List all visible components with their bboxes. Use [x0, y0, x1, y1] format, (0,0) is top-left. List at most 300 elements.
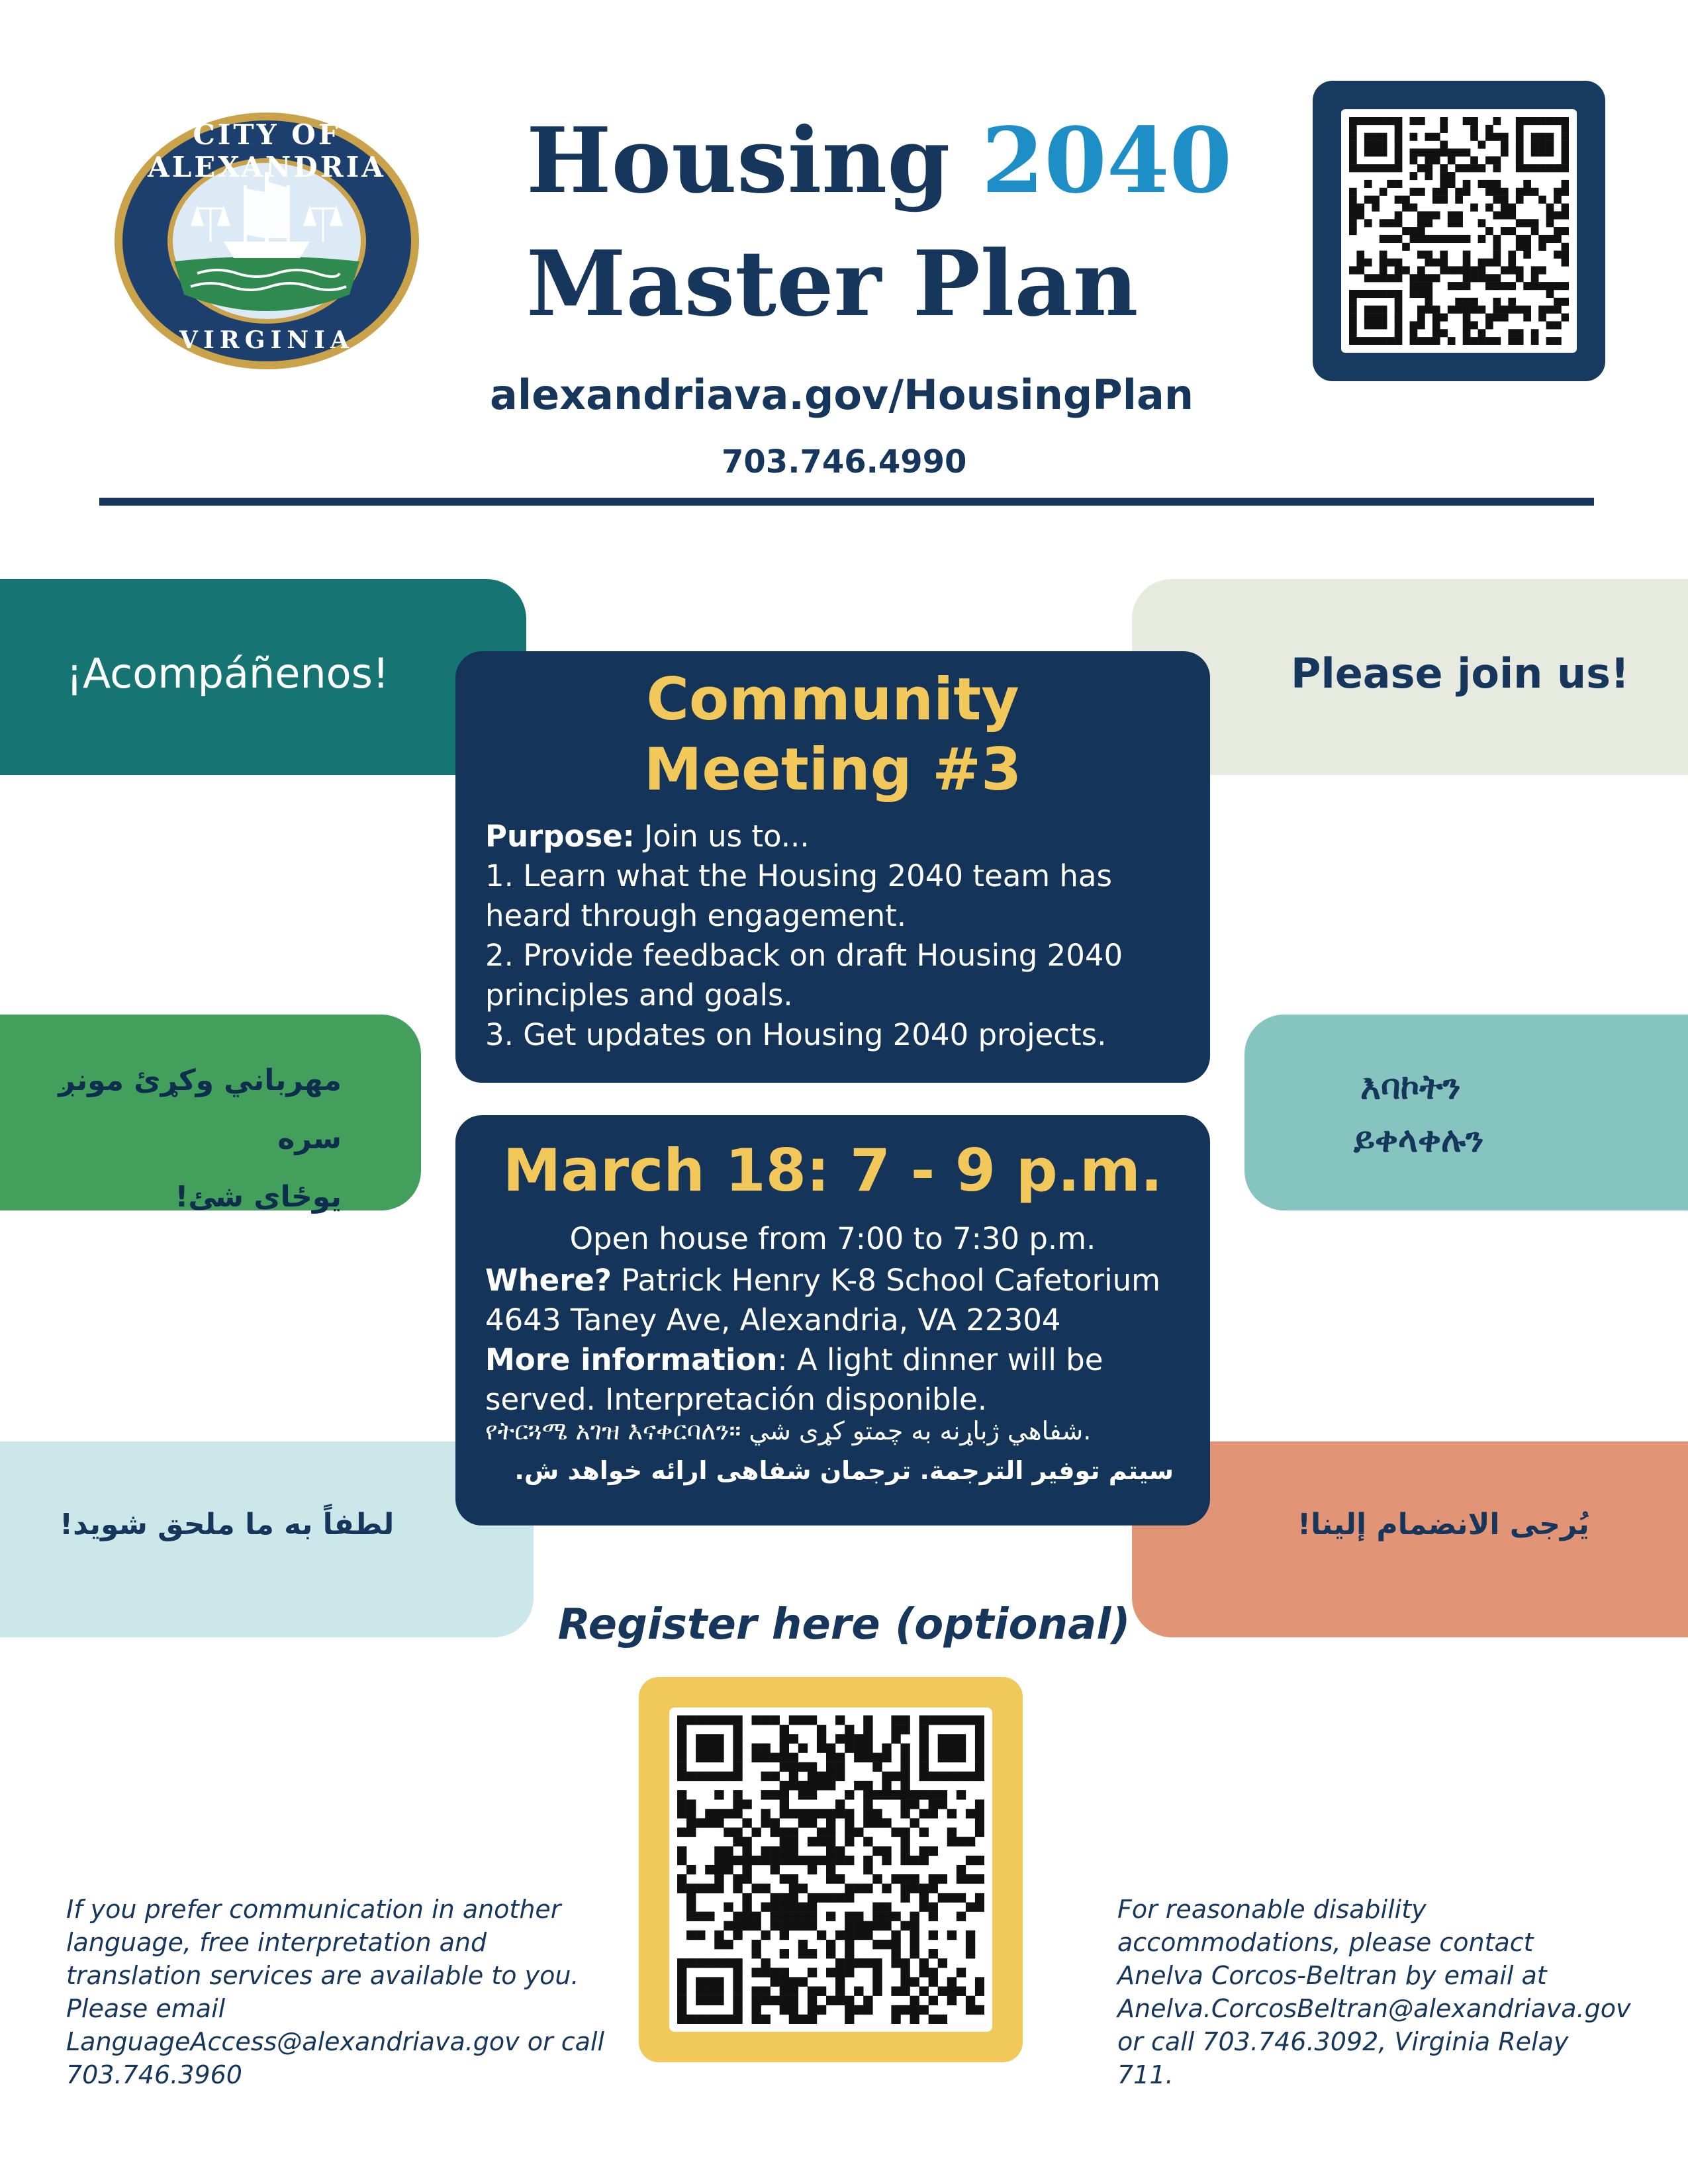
qr-module	[1554, 196, 1562, 204]
qr-module	[724, 1772, 733, 1781]
qr-module	[1440, 329, 1448, 337]
qr-module	[835, 1893, 845, 1902]
qr-module	[872, 1762, 882, 1772]
qr-module	[919, 1884, 929, 1893]
qr-module	[854, 1931, 863, 1940]
qr-module	[947, 1931, 957, 1940]
qr-module	[1395, 164, 1403, 172]
qr-module	[1546, 290, 1554, 298]
qr-module	[1562, 298, 1569, 306]
qr-module	[1425, 290, 1432, 298]
qr-code-frame	[1313, 81, 1605, 381]
qr-module	[1417, 274, 1425, 282]
qr-module	[910, 1818, 919, 1827]
qr-module	[957, 1912, 966, 1921]
qr-module	[1349, 211, 1357, 219]
qr-module	[696, 1884, 705, 1893]
qr-module	[882, 1921, 891, 1931]
qr-module	[1516, 148, 1524, 156]
qr-module	[1538, 282, 1546, 290]
qr-module	[891, 2005, 900, 2015]
website-link[interactable]: alexandriava.gov/HousingPlan	[490, 371, 1194, 419]
qr-module	[1356, 266, 1364, 274]
qr-module	[929, 1931, 938, 1940]
qr-module	[891, 1827, 900, 1837]
qr-module	[882, 1781, 891, 1790]
qr-module	[1485, 133, 1493, 141]
qr-module	[1364, 133, 1372, 141]
qr-module	[863, 1725, 872, 1734]
qr-module	[1538, 164, 1546, 172]
where-value: Patrick Henry K-8 School Cafetorium	[612, 1263, 1160, 1298]
qr-module	[733, 1856, 742, 1865]
qr-module	[1425, 306, 1432, 314]
qr-module	[975, 1827, 984, 1837]
qr-module	[919, 1809, 929, 1818]
qr-module	[742, 1921, 751, 1931]
qr-module	[686, 1958, 696, 1968]
qr-module	[1432, 156, 1440, 164]
qr-module	[826, 1893, 835, 1902]
qr-module	[910, 1856, 919, 1865]
qr-module	[882, 1912, 891, 1921]
qr-module	[1531, 164, 1539, 172]
qr-module	[975, 1752, 984, 1762]
qr-module	[1531, 274, 1539, 282]
qr-module	[1470, 321, 1478, 329]
qr-module	[919, 2005, 929, 2015]
qr-module	[808, 1762, 817, 1772]
qr-module	[789, 1893, 798, 1902]
qr-module	[1493, 188, 1501, 196]
qr-module	[1546, 203, 1554, 211]
qr-module	[780, 1912, 789, 1921]
qr-module	[1501, 227, 1509, 235]
qr-module	[1410, 282, 1418, 290]
qr-module	[733, 1725, 742, 1734]
qr-module	[947, 1734, 957, 1743]
qr-module	[761, 1715, 771, 1725]
qr-module	[1425, 337, 1432, 345]
qr-module	[798, 1818, 808, 1827]
qr-module	[826, 1752, 835, 1762]
qr-module	[751, 1996, 761, 2005]
qr-module	[696, 1958, 705, 1968]
qr-module	[1349, 219, 1357, 227]
qr-module	[714, 1884, 724, 1893]
qr-module	[1440, 196, 1448, 204]
qr-module	[686, 1799, 696, 1809]
qr-module	[817, 1893, 826, 1902]
qr-module	[1562, 141, 1569, 149]
qr-module	[780, 1781, 789, 1790]
qr-module	[780, 1799, 789, 1809]
qr-module	[808, 1893, 817, 1902]
qr-module	[761, 1856, 771, 1865]
qr-module	[826, 1912, 835, 1921]
qr-module	[761, 1931, 771, 1940]
qr-module	[938, 1893, 947, 1902]
qr-module	[808, 1949, 817, 1958]
qr-module	[705, 1996, 714, 2005]
qr-module	[1501, 306, 1509, 314]
qr-module	[854, 1743, 863, 1752]
qr-module	[808, 1715, 817, 1725]
qr-module	[771, 1818, 780, 1827]
qr-module	[1432, 188, 1440, 196]
qr-module	[1395, 290, 1403, 298]
qr-module	[835, 1846, 845, 1856]
qr-module	[1349, 329, 1357, 337]
greeting-arabic: يُرجى الانضمام إلينا!	[1297, 1508, 1589, 1541]
qr-module	[733, 1931, 742, 1940]
qr-module	[900, 1968, 910, 1977]
qr-module	[1432, 274, 1440, 282]
qr-module	[780, 1809, 789, 1818]
qr-module	[966, 1772, 975, 1781]
qr-module	[919, 1893, 929, 1902]
qr-module	[817, 2005, 826, 2015]
qr-module	[900, 1837, 910, 1846]
qr-module	[947, 1977, 957, 1986]
accessibility-note: For reasonable disability accommodations, please contact Anelva Corcos-Beltran by email at Anelva.CorcosBeltran@alexandriava.gov or call 703.746.3092, Virginia Relay 711.	[1117, 1895, 1631, 2089]
qr-module	[1395, 141, 1403, 149]
qr-module	[891, 1931, 900, 1940]
qr-module	[1349, 306, 1357, 314]
qr-module	[947, 1772, 957, 1781]
qr-module	[705, 1772, 714, 1781]
qr-module	[1501, 314, 1509, 322]
event-details	[485, 1261, 1194, 1420]
qr-module	[882, 1790, 891, 1799]
qr-module	[1523, 306, 1531, 314]
qr-module	[771, 1977, 780, 1986]
qr-module	[808, 1921, 817, 1931]
title-line2: Master Plan	[526, 231, 1139, 337]
qr-module	[705, 1715, 714, 1725]
qr-module	[1455, 148, 1463, 156]
qr-module	[1448, 266, 1456, 274]
qr-module	[761, 1790, 771, 1799]
qr-module	[696, 1818, 705, 1827]
title-word: Housing	[526, 108, 951, 214]
qr-module	[863, 1884, 872, 1893]
qr-module	[863, 1921, 872, 1931]
qr-module	[696, 1987, 705, 1996]
qr-module	[780, 1996, 789, 2005]
qr-module	[900, 1772, 910, 1781]
qr-module	[835, 1762, 845, 1772]
qr-module	[966, 1874, 975, 1884]
qr-module	[761, 1809, 771, 1818]
qr-module	[1425, 282, 1432, 290]
qr-module	[1440, 235, 1448, 243]
qr-module	[1364, 321, 1372, 329]
qr-module	[891, 1715, 900, 1725]
qr-module	[761, 1902, 771, 1911]
qr-module	[1440, 251, 1448, 259]
qr-module	[798, 1809, 808, 1818]
qr-module	[733, 1790, 742, 1799]
qr-module	[1470, 156, 1478, 164]
qr-code-icon[interactable]	[669, 1707, 992, 2032]
qr-module	[789, 1734, 798, 1743]
qr-module	[798, 1912, 808, 1921]
qr-module	[714, 1856, 724, 1865]
qr-module	[714, 1752, 724, 1762]
qr-module	[1356, 290, 1364, 298]
qr-module	[1478, 164, 1486, 172]
qr-module	[1538, 314, 1546, 322]
qr-module	[686, 1931, 696, 1940]
qr-module	[1425, 219, 1432, 227]
qr-module	[742, 1874, 751, 1884]
qr-module	[835, 1734, 845, 1743]
qr-module	[1463, 274, 1471, 282]
qr-module	[686, 1827, 696, 1837]
qr-module	[1546, 133, 1554, 141]
qr-module	[696, 1715, 705, 1725]
qr-module	[789, 2005, 798, 2015]
qr-module	[891, 1790, 900, 1799]
qr-module	[1387, 337, 1395, 345]
qr-module	[1349, 164, 1357, 172]
greeting-dari: لطفاً به ما ملحق شوید!	[60, 1508, 395, 1541]
qr-module	[724, 1856, 733, 1865]
qr-module	[1463, 180, 1471, 188]
qr-module	[817, 1837, 826, 1846]
qr-module	[835, 1809, 845, 1818]
qr-module	[798, 1940, 808, 1949]
qr-module	[910, 1996, 919, 2005]
qr-module	[1493, 235, 1501, 243]
qr-module	[724, 2015, 733, 2024]
qr-module	[919, 1743, 929, 1752]
qr-module	[1372, 117, 1380, 125]
qr-module	[1493, 282, 1501, 290]
qr-module	[938, 1734, 947, 1743]
qr-module	[947, 1837, 957, 1846]
qr-module	[1349, 290, 1357, 298]
qr-module	[733, 1715, 742, 1725]
qr-module	[724, 1865, 733, 1874]
qr-module	[1546, 219, 1554, 227]
qr-module	[1440, 148, 1448, 156]
qr-module	[771, 1827, 780, 1837]
qr-module	[1554, 337, 1562, 345]
qr-module	[1349, 188, 1357, 196]
qr-module	[761, 2015, 771, 2024]
qr-module	[1463, 148, 1471, 156]
qr-module	[724, 1809, 733, 1818]
qr-module	[826, 1809, 835, 1818]
qr-module	[1562, 251, 1569, 259]
qr-module	[910, 1912, 919, 1921]
qr-module	[1493, 337, 1501, 345]
purpose-label: Purpose:	[485, 819, 635, 854]
qr-module	[863, 1996, 872, 2005]
qr-module	[854, 1781, 863, 1790]
qr-module	[789, 1987, 798, 1996]
qr-module	[1463, 298, 1471, 306]
qr-module	[1410, 235, 1418, 243]
qr-module	[826, 1949, 835, 1958]
qr-module	[771, 1846, 780, 1856]
qr-module	[714, 1743, 724, 1752]
qr-module	[1349, 117, 1357, 125]
qr-module	[1493, 156, 1501, 164]
qr-module	[780, 1743, 789, 1752]
qr-module	[1493, 306, 1501, 314]
qr-module	[714, 1996, 724, 2005]
qr-module	[696, 1912, 705, 1921]
qr-module	[817, 1781, 826, 1790]
qr-module	[761, 1968, 771, 1977]
qr-module	[1478, 337, 1486, 345]
qr-module	[1562, 164, 1569, 172]
qr-module	[817, 1987, 826, 1996]
qr-module	[751, 1743, 761, 1752]
qr-module	[975, 1874, 984, 1884]
qr-module	[1410, 203, 1418, 211]
qr-module	[910, 1884, 919, 1893]
qr-module	[1448, 148, 1456, 156]
qr-module	[789, 1902, 798, 1911]
qr-module	[947, 1996, 957, 2005]
qr-module	[751, 1940, 761, 1949]
qr-module	[771, 1856, 780, 1865]
qr-module	[696, 1931, 705, 1940]
qr-module	[696, 2015, 705, 2024]
qr-module	[1395, 180, 1403, 188]
qr-module	[1523, 164, 1531, 172]
qr-module	[1562, 211, 1569, 219]
qr-module	[910, 1790, 919, 1799]
qr-module	[733, 1987, 742, 1996]
qr-module	[1364, 219, 1372, 227]
qr-module	[1562, 188, 1569, 196]
qr-module	[1516, 266, 1524, 274]
qr-module	[900, 1799, 910, 1809]
qr-module	[761, 1743, 771, 1752]
qr-module	[1455, 282, 1463, 290]
qr-module	[900, 1743, 910, 1752]
qr-module	[957, 1874, 966, 1884]
qr-module	[789, 1781, 798, 1790]
qr-module	[696, 1996, 705, 2005]
qr-module	[677, 1996, 686, 2005]
qr-module	[724, 1940, 733, 1949]
qr-module	[1417, 306, 1425, 314]
qr-module	[1364, 141, 1372, 149]
qr-module	[1432, 196, 1440, 204]
qr-module	[826, 1846, 835, 1856]
qr-module	[891, 1949, 900, 1958]
qr-module	[798, 1781, 808, 1790]
qr-module	[1425, 133, 1432, 141]
qr-module	[1356, 259, 1364, 267]
qr-module	[808, 1856, 817, 1865]
qr-module	[1478, 266, 1486, 274]
qr-module	[714, 1977, 724, 1986]
qr-module	[771, 1772, 780, 1781]
qr-module	[808, 1837, 817, 1846]
qr-module	[863, 2005, 872, 2015]
qr-module	[845, 1743, 854, 1752]
qr-module	[826, 1874, 835, 1884]
qr-code-icon[interactable]	[1341, 109, 1577, 353]
qr-module	[1485, 282, 1493, 290]
qr-module	[929, 1977, 938, 1986]
qr-module	[919, 1725, 929, 1734]
qr-module	[826, 1996, 835, 2005]
qr-module	[1531, 282, 1539, 290]
qr-module	[1531, 133, 1539, 141]
qr-module	[1478, 259, 1486, 267]
qr-module	[1501, 188, 1509, 196]
qr-module	[1380, 259, 1387, 267]
qr-module	[1463, 235, 1471, 243]
qr-module	[1546, 321, 1554, 329]
qr-module	[1380, 251, 1387, 259]
qr-module	[1562, 180, 1569, 188]
qr-module	[863, 1818, 872, 1827]
qr-module	[872, 1752, 882, 1762]
qr-module	[845, 1734, 854, 1743]
qr-module	[1531, 329, 1539, 337]
qr-module	[835, 1968, 845, 1977]
qr-module	[1554, 227, 1562, 235]
qr-module	[891, 1725, 900, 1734]
qr-module	[1493, 133, 1501, 141]
qr-module	[1531, 227, 1539, 235]
purpose-item-2: 2. Provide feedback on draft Housing 2040 principles and goals.	[485, 938, 1123, 1013]
qr-module	[1531, 188, 1539, 196]
qr-module	[733, 1996, 742, 2005]
qr-module	[1455, 211, 1463, 219]
qr-module	[1402, 203, 1410, 211]
qr-module	[1372, 203, 1380, 211]
qr-module	[789, 1752, 798, 1762]
qr-module	[696, 1734, 705, 1743]
qr-module	[854, 2005, 863, 2015]
qr-module	[900, 1752, 910, 1762]
qr-module	[1387, 164, 1395, 172]
qr-module	[1410, 329, 1418, 337]
qr-module	[686, 1865, 696, 1874]
qr-module	[724, 1902, 733, 1911]
qr-module	[817, 1734, 826, 1743]
qr-module	[780, 1949, 789, 1958]
qr-module	[1562, 203, 1569, 211]
qr-module	[929, 1874, 938, 1884]
qr-module	[1546, 211, 1554, 219]
qr-module	[929, 1715, 938, 1725]
qr-module	[1538, 148, 1546, 156]
qr-module	[780, 1902, 789, 1911]
qr-module	[1501, 196, 1509, 204]
qr-module	[835, 1977, 845, 1986]
qr-module	[798, 1762, 808, 1772]
qr-module	[966, 1931, 975, 1940]
event-date-time: March 18: 7 - 9 p.m.	[502, 1136, 1163, 1205]
qr-module	[1425, 172, 1432, 180]
qr-module	[705, 1987, 714, 1996]
qr-module	[1364, 314, 1372, 322]
qr-module	[1523, 243, 1531, 251]
qr-module	[742, 1799, 751, 1809]
qr-module	[1395, 133, 1403, 141]
